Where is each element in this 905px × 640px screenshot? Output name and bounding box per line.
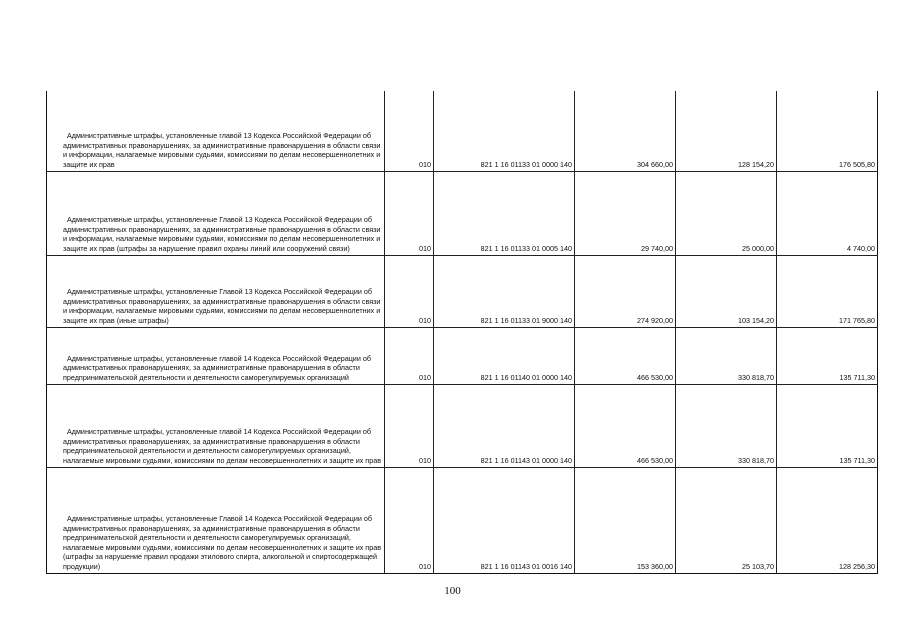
row-approved-cell: 466 530,00 xyxy=(575,384,676,467)
row-kbk-cell: 821 1 16 01133 01 0000 140 xyxy=(434,91,575,171)
revenue-table xyxy=(46,91,878,574)
row-unexecuted-cell: 135 711,30 xyxy=(777,384,878,467)
table-row xyxy=(47,467,878,573)
row-kbk-cell: 821 1 16 01143 01 0016 140 xyxy=(434,467,575,573)
page-number: 100 xyxy=(444,585,461,597)
row-code-cell: 010 xyxy=(385,327,434,384)
table-row xyxy=(47,91,878,171)
row-executed-cell: 25 000,00 xyxy=(676,171,777,255)
table-row xyxy=(47,327,878,384)
row-kbk-cell: 821 1 16 01140 01 0000 140 xyxy=(434,327,575,384)
row-code-cell: 010 xyxy=(385,467,434,573)
row-executed-cell: 330 818,70 xyxy=(676,327,777,384)
row-name-cell: Административные штрафы, установленные Главой 13 Кодекса Российской Федерации об административных правонарушениях, за административные правонарушения в области связи и информации, налагаемые мировыми судьями, комиссиями по делам несовершеннолетних и защите их прав (иные штрафы) xyxy=(47,255,385,327)
row-code-cell: 010 xyxy=(385,384,434,467)
row-approved-cell: 274 920,00 xyxy=(575,255,676,327)
row-kbk-cell: 821 1 16 01133 01 9000 140 xyxy=(434,255,575,327)
row-executed-cell: 103 154,20 xyxy=(676,255,777,327)
row-code-cell: 010 xyxy=(385,91,434,171)
row-kbk-cell: 821 1 16 01133 01 0005 140 xyxy=(434,171,575,255)
row-approved-cell: 29 740,00 xyxy=(575,171,676,255)
row-name-cell: Административные штрафы, установленные Главой 14 Кодекса Российской Федерации об административных правонарушениях, за административные правонарушения в области предпринимательской деятельности и деятельности саморегулируемых организаций, налагаемые мировыми судьями, комиссиями по делам несовершеннолетних и защите их прав (штрафы за нарушение правил продажи этилового спирта, алкогольной и спиртосодержащей продукции) xyxy=(47,467,385,573)
row-approved-cell: 153 360,00 xyxy=(575,467,676,573)
row-code-cell: 010 xyxy=(385,171,434,255)
row-executed-cell: 25 103,70 xyxy=(676,467,777,573)
row-unexecuted-cell: 176 505,80 xyxy=(777,91,878,171)
table-row xyxy=(47,384,878,467)
row-approved-cell: 304 660,00 xyxy=(575,91,676,171)
row-name-cell: Административные штрафы, установленные главой 13 Кодекса Российской Федерации об административных правонарушениях, за административные правонарушения в области связи и информации, налагаемые мировыми судьями, комиссиями по делам несовершеннолетних и защите их прав xyxy=(47,91,385,171)
table-row xyxy=(47,255,878,327)
row-executed-cell: 128 154,20 xyxy=(676,91,777,171)
row-executed-cell: 330 818,70 xyxy=(676,384,777,467)
row-kbk-cell: 821 1 16 01143 01 0000 140 xyxy=(434,384,575,467)
row-unexecuted-cell: 171 765,80 xyxy=(777,255,878,327)
row-name-cell: Административные штрафы, установленные главой 14 Кодекса Российской Федерации об административных правонарушениях, за административные правонарушения в области предпринимательской деятельности и деятельности саморегулируемых организаций, налагаемые мировыми судьями, комиссиями по делам несовершеннолетних и защите их прав xyxy=(47,384,385,467)
row-unexecuted-cell: 135 711,30 xyxy=(777,327,878,384)
row-approved-cell: 466 530,00 xyxy=(575,327,676,384)
table-row xyxy=(47,171,878,255)
row-unexecuted-cell: 4 740,00 xyxy=(777,171,878,255)
row-unexecuted-cell: 128 256,30 xyxy=(777,467,878,573)
row-code-cell: 010 xyxy=(385,255,434,327)
row-name-cell: Административные штрафы, установленные Главой 13 Кодекса Российской Федерации об административных правонарушениях, за административные правонарушения в области связи и информации, налагаемые мировыми судьями, комиссиями по делам несовершеннолетних и защите их прав (штрафы за нарушение правил охраны линий или сооружений связи) xyxy=(47,171,385,255)
row-name-cell: Административные штрафы, установленные главой 14 Кодекса Российской Федерации об административных правонарушениях, за административные правонарушения в области предпринимательской деятельности и деятельности саморегулируемых организаций xyxy=(47,327,385,384)
